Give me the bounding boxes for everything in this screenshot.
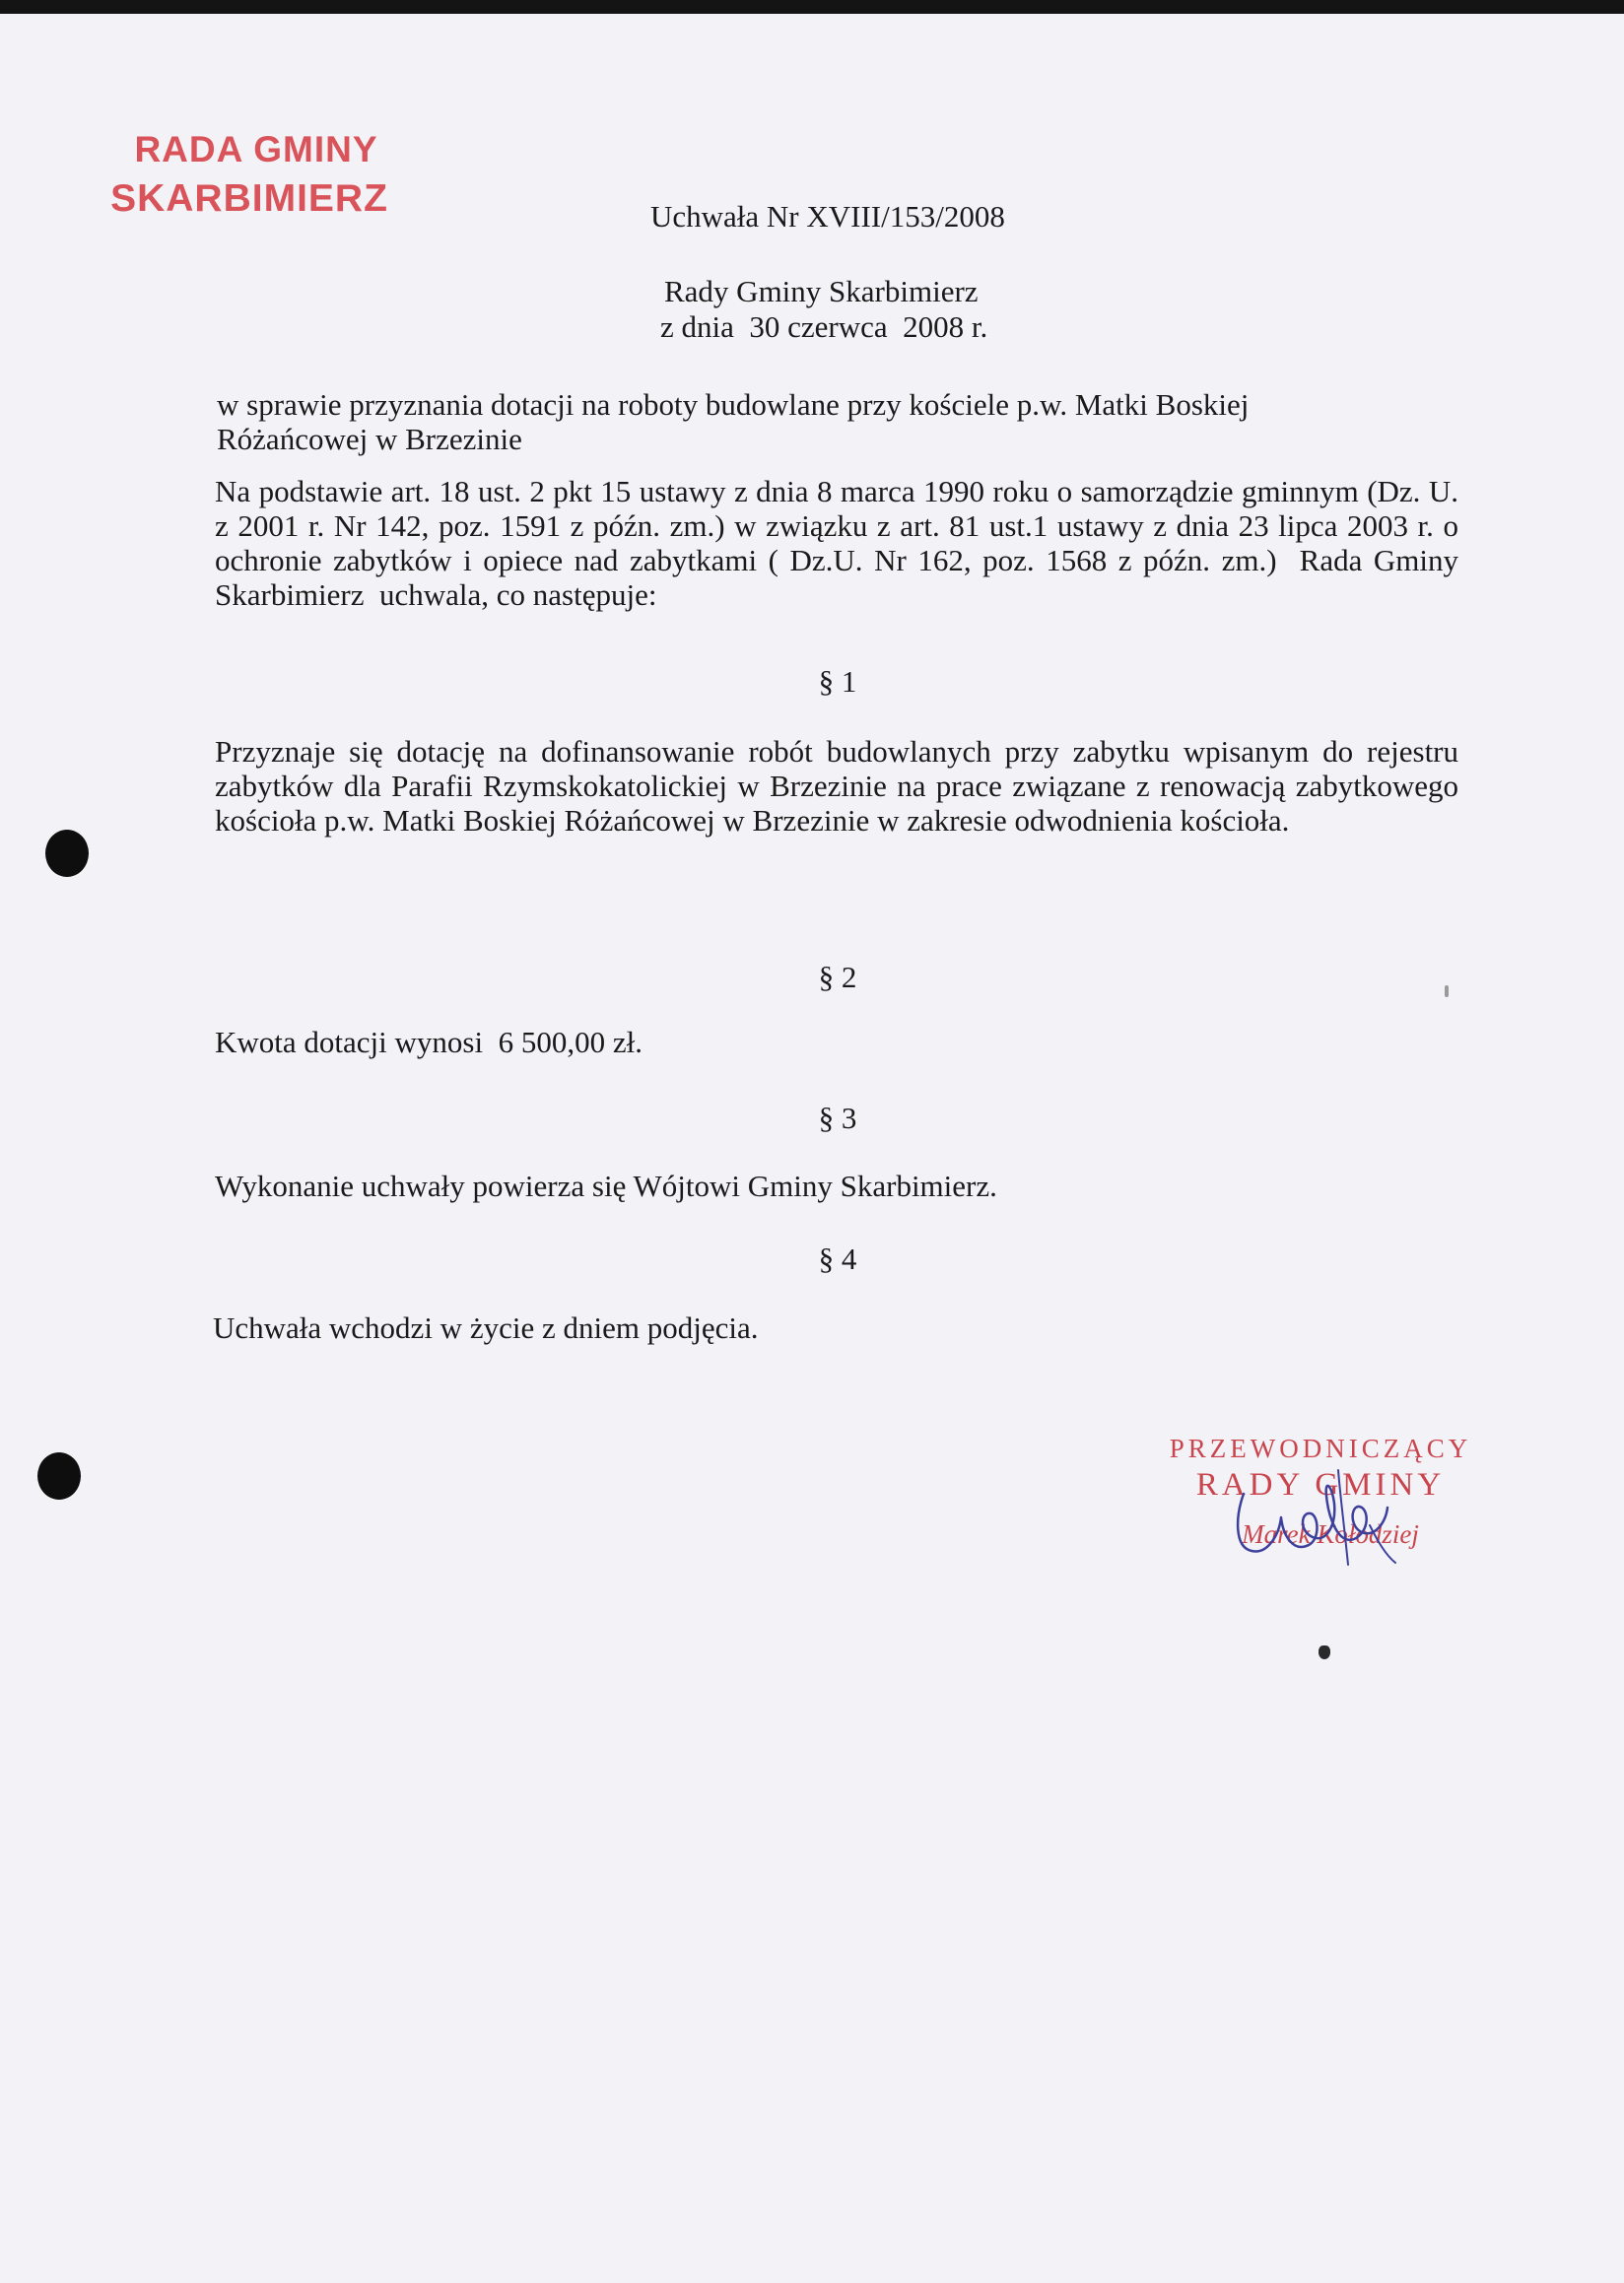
punch-hole-bottom: [37, 1452, 81, 1500]
section-1-label: § 1: [818, 664, 857, 699]
scan-top-edge: [0, 0, 1624, 14]
scan-speck: [1445, 985, 1449, 997]
council-name: Rady Gminy Skarbimierz: [664, 274, 979, 308]
chairman-stamp-body: RADY GMINY: [1195, 1467, 1446, 1503]
resolution-number: Uchwała Nr XVIII/153/2008: [650, 199, 1005, 234]
section-1-text: Przyznaje się dotację na dofinansowanie robót budowlanych przy zabytku wpisanym do rejestru zabytków dla Parafii Rzymskokatolickiej w Brzezinie na prace związane z renowacją zabytkowego kościoła p.w. Matki Boskiej Różańcowej w Brzezinie w zakresie odwodnienia kościoła.: [215, 734, 1458, 838]
subject-line-1: w sprawie przyznania dotacji na roboty budowlane przy kościele p.w. Matki Boskiej: [217, 387, 1250, 422]
section-2-label: § 2: [818, 960, 857, 994]
chairman-stamp-person: Marek Kołodziej: [1242, 1519, 1419, 1549]
section-4-label: § 4: [818, 1242, 857, 1276]
scan-speck: [1319, 1645, 1330, 1659]
section-3-label: § 3: [818, 1101, 857, 1135]
council-stamp-line1: RADA GMINY: [134, 129, 378, 169]
punch-hole-top: [45, 830, 89, 877]
section-4-text: Uchwała wchodzi w życie z dniem podjęcia.: [213, 1310, 759, 1345]
council-stamp: [99, 126, 414, 225]
chairman-stamp-role: PRZEWODNICZĄCY: [1169, 1434, 1472, 1463]
section-2-text: Kwota dotacji wynosi 6 500,00 zł.: [215, 1025, 643, 1059]
council-stamp-line2: SKARBIMIERZ: [110, 177, 388, 220]
section-3-text: Wykonanie uchwały powierza się Wójtowi Gminy Skarbimierz.: [215, 1169, 997, 1203]
resolution-date: z dnia 30 czerwca 2008 r.: [660, 309, 988, 344]
legal-basis: Na podstawie art. 18 ust. 2 pkt 15 ustawy z dnia 8 marca 1990 roku o samorządzie gminnym (Dz. U. z 2001 r. Nr 142, poz. 1591 z późn. zm.) w związku z art. 81 ust.1 ustawy z dnia 23 lipca 2003 r. o ochronie zabytków i opiece nad zabytkami ( Dz.U. Nr 162, poz. 1568 z późn. zm.) Rada Gminy Skarbimierz uchwala, co następuje:: [215, 474, 1466, 612]
subject-line-2: Różańcowej w Brzezinie: [217, 422, 522, 456]
handwritten-signature: [1222, 1456, 1399, 1575]
